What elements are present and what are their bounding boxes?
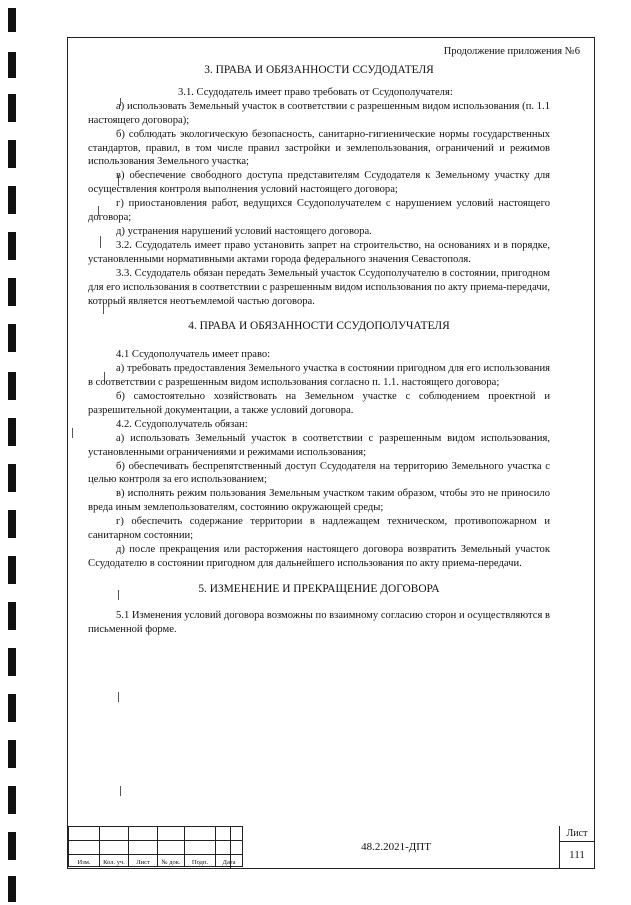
binding-mark (8, 510, 16, 538)
sheet-box (559, 826, 594, 868)
sheet-number: 111 (569, 849, 585, 861)
binding-mark (8, 94, 16, 122)
binding-mark (8, 556, 16, 584)
binding-mark (8, 372, 16, 400)
paragraph: д) после прекращения или расторжения настоящего договора возвратить Земельный участок Ссудодателю в состоянии пригодном для дальнейшего использования по акту приема-передачи. (88, 544, 550, 569)
paragraph: а) использовать Земельный участок в соответствии с разрешенным видом использования, установленными ограничениями и режимами использования; (88, 432, 550, 458)
paragraph: 5.1 Изменения условий договора возможны по взаимному согласию сторон и осуществляются в письменной форме. (88, 609, 550, 635)
binding-mark (8, 740, 16, 768)
paragraph: г) приостановления работ, ведущихся Ссудополучателем с нарушением условий настоящего договора; (88, 198, 550, 224)
paragraph: 4.2. Ссудополучатель обязан: (116, 418, 248, 430)
title-block (68, 826, 594, 868)
paragraph: г) обеспечить содержание территории в надлежащем техническом, противопожарном и санитарном состоянии; (88, 516, 550, 542)
binding-mark (8, 786, 16, 814)
binding-mark (8, 648, 16, 676)
paragraph: 3.2. Ссудодатель имеет право установить запрет на строительство, на основаниях и в порядке, установленными нормативными актами города федерального значения Севастополя. (88, 239, 550, 265)
paragraph: 3.3. Ссудодатель обязан передать Земельный участок Ссудополучателю в состоянии, пригодном для его использования в соответствии с разрешенным видом использования по акту приема-передачи, который является неотъемлемой частью договора. (88, 267, 550, 307)
paragraph: б) соблюдать экологическую безопасность, санитарно-гигиенические нормы государственных стандартов, правил, в том числе правил застройки и землепользования, ограничений и режимов использования Земельного участка; (88, 128, 550, 168)
document-body (88, 58, 550, 637)
binding-mark (8, 140, 16, 168)
binding-mark (8, 186, 16, 214)
appendix-note: Продолжение приложения №6 (443, 46, 580, 57)
binding-mark (8, 278, 16, 306)
binding-mark (8, 602, 16, 630)
binding-mark (8, 464, 16, 492)
binding-mark (8, 324, 16, 352)
binding-marks (0, 0, 30, 905)
paragraph: 3.1. Ссудодатель имеет право требовать от Ссудополучателя: (178, 86, 453, 98)
col-doc-number: № док. (158, 855, 185, 867)
col-signature: Подп. (185, 855, 216, 867)
binding-mark (8, 52, 16, 78)
paragraph: в) обеспечение свободного доступа представителям Ссудодателя к Земельному участку для осуществления контроля выполнения условий настоящего договора; (88, 170, 550, 196)
binding-mark (8, 694, 16, 722)
binding-mark (8, 418, 16, 446)
paragraph: а) использовать Земельный участок в соответствии с разрешенным видом использования (п. 1.1 настоящего договора); (88, 100, 550, 126)
col-izm: Изм. (69, 855, 100, 867)
paragraph: б) самостоятельно хозяйствовать на Земельном участке с соблюдением проектной и разрешительной документации, а также условий договора. (88, 391, 550, 416)
section-heading: 5. ИЗМЕНЕНИЕ И ПРЕКРАЩЕНИЕ ДОГОВОРА (198, 582, 440, 595)
binding-mark (8, 832, 16, 860)
col-list: Лист (129, 855, 158, 867)
paragraph: 4.1 Ссудополучатель имеет право: (116, 349, 271, 361)
document-code: 48.2.2021-ДПТ (230, 826, 561, 868)
section-heading: 4. ПРАВА И ОБЯЗАННОСТИ ССУДОПОЛУЧАТЕЛЯ (188, 320, 450, 333)
col-kol-uch: Кол. уч. (100, 855, 129, 867)
binding-mark (8, 232, 16, 260)
binding-mark (8, 876, 16, 902)
paragraph: а) требовать предоставления Земельного участка в состоянии пригодном для его использования в соответствии с разрешенным видом использования согласно п. 1.1. настоящего договора; (88, 363, 550, 389)
binding-mark (8, 8, 16, 32)
revision-table (68, 826, 243, 867)
section-heading: 3. ПРАВА И ОБЯЗАННОСТИ ССУДОДАТЕЛЯ (204, 64, 434, 76)
paragraph: в) исполнять режим пользования Земельным участком таким образом, чтобы это не приносило вреда иным землепользователям, состоянию окружающей среды; (88, 488, 550, 514)
paragraph: б) обеспечивать беспрепятственный доступ Ссудодателя на территорию Земельного участка с целью контроля за его использованием; (88, 460, 550, 486)
col-date: Дата (216, 855, 243, 867)
sheet-label: Лист (560, 826, 594, 842)
paragraph: д) устранения нарушений условий настоящего договора. (116, 225, 372, 237)
